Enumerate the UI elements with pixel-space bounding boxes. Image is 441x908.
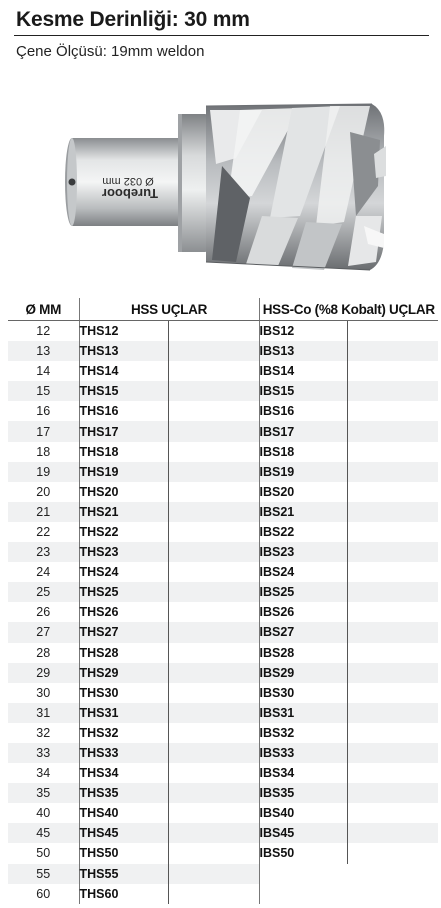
table-row: [8, 803, 438, 823]
hss-co-blank-cell: [347, 683, 438, 703]
diameter-cell: 29: [8, 663, 79, 683]
table-row: [8, 321, 438, 342]
hss-co-code-cell: IBS17: [259, 421, 347, 441]
hss-co-code-cell: [259, 864, 347, 884]
hss-co-blank-cell: [347, 321, 438, 342]
product-code-table: [8, 298, 438, 904]
hss-code-cell: THS27: [79, 622, 168, 642]
hss-co-blank-cell: [347, 462, 438, 482]
hss-co-code-cell: IBS28: [259, 643, 347, 663]
hss-code-cell: THS32: [79, 723, 168, 743]
hss-code-cell: THS22: [79, 522, 168, 542]
hss-code-cell: THS28: [79, 643, 168, 663]
hss-co-blank-cell: [347, 401, 438, 421]
table-row: [8, 703, 438, 723]
hss-blank-cell: [168, 502, 259, 522]
hss-co-blank-cell: [347, 602, 438, 622]
diameter-cell: 35: [8, 783, 79, 803]
table-row: [8, 462, 438, 482]
hss-code-cell: THS14: [79, 361, 168, 381]
hss-code-cell: THS50: [79, 843, 168, 863]
diameter-cell: 24: [36, 565, 51, 580]
diameter-cell: 21: [8, 502, 79, 522]
hss-blank-cell: [168, 421, 259, 441]
diameter-cell: 28: [36, 645, 51, 660]
hss-blank-cell: [168, 442, 259, 462]
hss-co-code-cell: IBS27: [259, 622, 347, 642]
diameter-cell: 45: [8, 823, 79, 843]
cutter-brand-marking: Tureboor: [101, 186, 159, 201]
header-hss-co: HSS-Co (%8 Kobalt) UÇLAR: [259, 298, 438, 321]
table-row: [8, 381, 438, 401]
hss-code-cell: THS55: [79, 864, 168, 884]
hss-blank-cell: [168, 482, 259, 502]
hss-blank-cell: [168, 522, 259, 542]
table-row: [8, 864, 438, 884]
hss-co-blank-cell: [347, 703, 438, 723]
hss-co-blank-cell: [347, 442, 438, 462]
hss-blank-cell: [168, 341, 259, 361]
diameter-cell: 27: [8, 622, 79, 642]
table-row: [8, 482, 438, 502]
hss-blank-cell: [168, 683, 259, 703]
hss-code-cell: THS17: [79, 421, 168, 441]
hss-co-blank-cell: [347, 783, 438, 803]
hss-co-code-cell: IBS24: [259, 562, 347, 582]
hss-co-code-cell: IBS18: [259, 442, 347, 462]
hss-co-blank-cell: [347, 663, 438, 683]
hss-blank-cell: [168, 542, 259, 562]
table-row: [8, 663, 438, 683]
hss-co-code-cell: IBS29: [259, 663, 347, 683]
hss-code-cell: THS16: [79, 401, 168, 421]
annular-cutter-image: [0, 66, 441, 296]
diameter-cell: 30: [36, 685, 51, 700]
hss-co-blank-cell: [347, 823, 438, 843]
hss-co-blank-cell: [347, 522, 438, 542]
hss-co-blank-cell: [347, 884, 438, 904]
diameter-cell: 55: [8, 864, 79, 884]
hss-co-blank-cell: [347, 361, 438, 381]
hss-co-code-cell: IBS34: [259, 763, 347, 783]
hss-co-blank-cell: [347, 864, 438, 884]
hss-co-code-cell: IBS26: [259, 602, 347, 622]
cutter-body: [206, 104, 386, 270]
hss-co-blank-cell: [347, 643, 438, 663]
hss-blank-cell: [168, 783, 259, 803]
table-row: [8, 341, 438, 361]
diameter-cell: 19: [8, 462, 79, 482]
hss-blank-cell: [168, 643, 259, 663]
table-header-row: [8, 298, 438, 321]
hss-code-cell: THS23: [79, 542, 168, 562]
table-row: [8, 884, 438, 904]
table-row: [8, 401, 438, 421]
hss-blank-cell: [168, 401, 259, 421]
hss-co-code-cell: [259, 884, 347, 904]
hss-code-cell: THS34: [79, 763, 168, 783]
hss-blank-cell: [168, 884, 259, 904]
table-row: [8, 602, 438, 622]
diameter-cell: 40: [36, 806, 51, 821]
table-row: [8, 723, 438, 743]
hss-code-cell: THS26: [79, 602, 168, 622]
diameter-cell: 31: [8, 703, 79, 723]
hss-co-blank-cell: [347, 803, 438, 823]
table-row: [8, 783, 438, 803]
diameter-cell: 32: [36, 725, 51, 740]
table-row: [8, 582, 438, 602]
hss-code-cell: THS45: [79, 823, 168, 843]
hss-co-blank-cell: [347, 582, 438, 602]
hss-co-blank-cell: [347, 421, 438, 441]
shank: [65, 138, 184, 226]
hss-code-cell: THS25: [79, 582, 168, 602]
hss-co-code-cell: IBS12: [259, 321, 347, 342]
hss-co-blank-cell: [347, 843, 438, 863]
table-row: [8, 522, 438, 542]
hss-co-code-cell: IBS31: [259, 703, 347, 723]
hss-blank-cell: [168, 562, 259, 582]
diameter-cell: 14: [36, 364, 51, 379]
table-row: [8, 622, 438, 642]
table-row: [8, 763, 438, 783]
diameter-cell: 34: [36, 766, 51, 781]
hss-co-blank-cell: [347, 723, 438, 743]
diameter-cell: 12: [36, 324, 51, 339]
table-row: [8, 361, 438, 381]
hss-co-code-cell: IBS33: [259, 743, 347, 763]
hss-code-cell: THS35: [79, 783, 168, 803]
table-row: [8, 502, 438, 522]
hss-code-cell: THS13: [79, 341, 168, 361]
hss-blank-cell: [168, 663, 259, 683]
hss-blank-cell: [168, 381, 259, 401]
hss-blank-cell: [168, 823, 259, 843]
diameter-cell: 26: [36, 605, 51, 620]
hss-co-code-cell: IBS13: [259, 341, 347, 361]
hss-co-code-cell: IBS22: [259, 522, 347, 542]
table-row: [8, 562, 438, 582]
diameter-cell: 22: [36, 524, 51, 539]
hss-co-code-cell: IBS15: [259, 381, 347, 401]
hss-code-cell: THS20: [79, 482, 168, 502]
header-diameter: Ø MM: [8, 298, 79, 321]
hss-blank-cell: [168, 864, 259, 884]
table-row: [8, 683, 438, 703]
diameter-cell: 33: [8, 743, 79, 763]
hss-code-cell: THS29: [79, 663, 168, 683]
hss-code-cell: THS21: [79, 502, 168, 522]
hss-blank-cell: [168, 803, 259, 823]
table-row: [8, 643, 438, 663]
hss-blank-cell: [168, 622, 259, 642]
hss-co-code-cell: IBS32: [259, 723, 347, 743]
diameter-cell: 50: [36, 846, 51, 861]
diameter-cell: 20: [36, 484, 51, 499]
hss-blank-cell: [168, 763, 259, 783]
hss-co-code-cell: IBS16: [259, 401, 347, 421]
hss-co-code-cell: IBS50: [259, 843, 347, 863]
hss-blank-cell: [168, 361, 259, 381]
hss-co-blank-cell: [347, 482, 438, 502]
hss-blank-cell: [168, 843, 259, 863]
hss-co-code-cell: IBS21: [259, 502, 347, 522]
hss-co-code-cell: IBS30: [259, 683, 347, 703]
table-row: [8, 743, 438, 763]
hss-co-blank-cell: [347, 763, 438, 783]
hss-blank-cell: [168, 462, 259, 482]
hss-code-cell: THS60: [79, 884, 168, 904]
table-row: [8, 542, 438, 562]
diameter-cell: 17: [8, 421, 79, 441]
hss-code-cell: THS18: [79, 442, 168, 462]
hss-code-cell: THS12: [79, 321, 168, 342]
hss-blank-cell: [168, 582, 259, 602]
diameter-cell: 16: [36, 404, 51, 419]
hss-co-blank-cell: [347, 341, 438, 361]
hss-co-blank-cell: [347, 542, 438, 562]
hss-co-blank-cell: [347, 562, 438, 582]
hss-code-cell: THS30: [79, 683, 168, 703]
title-divider: [14, 35, 429, 36]
hss-co-code-cell: IBS45: [259, 823, 347, 843]
table-row: [8, 421, 438, 441]
hss-co-blank-cell: [347, 622, 438, 642]
diameter-cell: 15: [8, 381, 79, 401]
hss-code-cell: THS24: [79, 562, 168, 582]
hss-co-code-cell: IBS23: [259, 542, 347, 562]
cutter-size-marking: Ø 032 mm: [102, 175, 154, 187]
hss-co-code-cell: IBS25: [259, 582, 347, 602]
hss-blank-cell: [168, 743, 259, 763]
hss-co-code-cell: IBS19: [259, 462, 347, 482]
table-row: [8, 823, 438, 843]
hss-co-blank-cell: [347, 381, 438, 401]
header-hss: HSS UÇLAR: [79, 298, 259, 321]
hss-code-cell: THS31: [79, 703, 168, 723]
table-row: [8, 442, 438, 462]
hss-co-code-cell: IBS20: [259, 482, 347, 502]
hss-blank-cell: [168, 321, 259, 342]
collar: [178, 114, 208, 252]
hss-co-code-cell: IBS35: [259, 783, 347, 803]
page-title: Kesme Derinliği: 30 mm: [16, 8, 250, 31]
hss-blank-cell: [168, 723, 259, 743]
hss-code-cell: THS40: [79, 803, 168, 823]
shank-size-subtitle: Çene Ölçüsü: 19mm weldon: [16, 43, 205, 60]
hss-code-cell: THS33: [79, 743, 168, 763]
hss-co-blank-cell: [347, 502, 438, 522]
table-row: [8, 843, 438, 863]
hss-co-code-cell: IBS40: [259, 803, 347, 823]
diameter-cell: 25: [8, 582, 79, 602]
diameter-cell: 18: [36, 444, 51, 459]
diameter-cell: 60: [36, 886, 51, 901]
hss-code-cell: THS19: [79, 462, 168, 482]
diameter-cell: 13: [8, 341, 79, 361]
hss-co-code-cell: IBS14: [259, 361, 347, 381]
diameter-cell: 23: [8, 542, 79, 562]
hss-code-cell: THS15: [79, 381, 168, 401]
hss-co-blank-cell: [347, 743, 438, 763]
hss-blank-cell: [168, 703, 259, 723]
hss-blank-cell: [168, 602, 259, 622]
